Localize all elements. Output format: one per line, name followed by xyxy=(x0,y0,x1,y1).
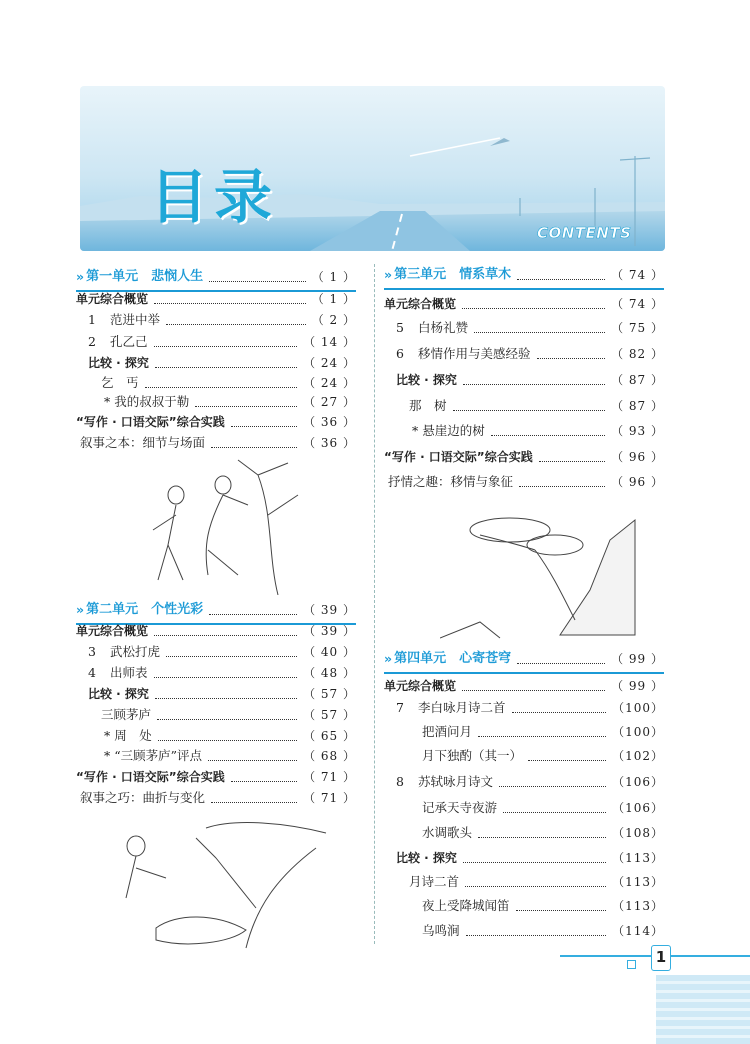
toc-entry-number: 3 xyxy=(88,644,96,659)
toc-entry-page: （ 1 ） xyxy=(311,270,356,284)
toc-entry-page: （100） xyxy=(612,701,664,715)
leader-dots xyxy=(231,772,297,782)
leader-dots xyxy=(154,294,306,304)
toc-entry-label: 乌鸣涧 xyxy=(422,923,460,938)
toc-entry-page: （ 40 ） xyxy=(303,645,356,659)
toc-entry[interactable] xyxy=(422,920,664,942)
leader-dots xyxy=(517,270,605,280)
toc-entry[interactable] xyxy=(101,704,356,726)
toc-entry-page: （114） xyxy=(612,924,664,938)
leader-dots xyxy=(474,323,605,333)
toc-entry-page: （102） xyxy=(612,749,664,763)
toc-entry-page: （ 36 ） xyxy=(303,415,356,429)
toc-entry-page: （ 74 ） xyxy=(611,268,664,282)
toc-entry[interactable] xyxy=(80,432,356,454)
toc-entry-label: 比较 · 探究 xyxy=(88,356,149,370)
toc-entry-page: （ 14 ） xyxy=(303,335,356,349)
page-title: 目录 xyxy=(150,163,279,231)
toc-entry-label: 孔乙己 xyxy=(110,334,148,349)
toc-entry-page: （ 39 ） xyxy=(303,603,356,617)
toc-entry[interactable] xyxy=(388,471,664,493)
toc-entry[interactable] xyxy=(422,797,664,819)
toc-entry-page: （113） xyxy=(612,875,664,889)
double-chevron-icon: » xyxy=(76,269,85,284)
leader-dots xyxy=(478,727,606,737)
toc-entry-label: 范进中举 xyxy=(110,312,161,327)
toc-entry[interactable] xyxy=(76,288,356,310)
toc-entry-page: （ 87 ） xyxy=(611,373,664,387)
toc-entry-label: 比较 · 探究 xyxy=(396,373,457,387)
double-chevron-icon: » xyxy=(384,267,393,282)
toc-entry-label: * “三顾茅庐”评点 xyxy=(104,748,203,763)
toc-entry-page: （108） xyxy=(612,826,664,840)
double-chevron-icon: » xyxy=(384,651,393,666)
toc-entry-page: （ 2 ） xyxy=(311,313,356,327)
leader-dots xyxy=(539,452,605,462)
footer-decoration xyxy=(656,975,750,1044)
toc-entry-label: 第四单元 心寄苍穹 xyxy=(394,651,512,666)
leader-dots xyxy=(154,337,298,347)
page-marker xyxy=(627,960,636,969)
toc-entry-page: （ 68 ） xyxy=(303,749,356,763)
leader-dots xyxy=(155,689,297,699)
toc-entry-label: 李白咏月诗二首 xyxy=(418,700,506,715)
toc-entry-page: （ 99 ） xyxy=(611,652,664,666)
toc-entry-page: （106） xyxy=(612,801,664,815)
illustration-figures xyxy=(138,455,308,599)
toc-entry[interactable] xyxy=(396,369,664,391)
toc-entry-page: （ 24 ） xyxy=(303,356,356,370)
toc-entry-page: （ 99 ） xyxy=(611,679,664,693)
toc-entry[interactable] xyxy=(384,675,664,697)
toc-entry-page: （ 57 ） xyxy=(303,687,356,701)
toc-entry-label: 苏轼咏月诗文 xyxy=(418,774,494,789)
toc-entry-page: （ 71 ） xyxy=(303,791,356,805)
toc-entry-label: 叙事之巧：曲折与变化 xyxy=(80,790,206,805)
toc-entry[interactable] xyxy=(88,309,356,331)
toc-entry-label: * 我的叔叔于勒 xyxy=(104,394,190,409)
toc-entry-number: 5 xyxy=(396,320,404,335)
toc-entry[interactable] xyxy=(76,411,356,433)
illustration-tree xyxy=(440,510,640,644)
toc-entry-page: （ 74 ） xyxy=(611,297,664,311)
leader-dots xyxy=(231,417,297,427)
toc-entry-page: （106） xyxy=(612,775,664,789)
toc-entry-page: （ 27 ） xyxy=(303,395,356,409)
toc-entry-page: （ 96 ） xyxy=(611,475,664,489)
toc-entry-number: 2 xyxy=(88,334,96,349)
toc-entry-label: 月诗二首 xyxy=(409,874,460,889)
leader-dots xyxy=(463,375,605,385)
leader-dots xyxy=(503,803,606,813)
toc-entry-label: * 周 处 xyxy=(104,728,152,743)
toc-entry[interactable] xyxy=(422,895,664,917)
toc-entry[interactable] xyxy=(422,721,664,743)
toc-entry[interactable] xyxy=(412,420,664,442)
toc-entry-page: （ 1 ） xyxy=(311,292,356,306)
toc-entry-page: （ 39 ） xyxy=(303,624,356,638)
toc-entry-label: 第二单元 个性光彩 xyxy=(86,602,204,617)
leader-dots xyxy=(465,877,606,887)
toc-entry-number: 7 xyxy=(396,700,404,715)
toc-entry[interactable] xyxy=(409,395,664,417)
toc-entry[interactable] xyxy=(396,317,664,339)
leader-dots xyxy=(209,605,297,615)
toc-entry-page: （ 87 ） xyxy=(611,399,664,413)
unit-underline xyxy=(384,288,664,290)
toc-entry[interactable] xyxy=(80,787,356,809)
leader-dots xyxy=(453,401,606,411)
toc-entry-page: （ 48 ） xyxy=(303,666,356,680)
leader-dots xyxy=(463,853,606,863)
toc-entry-number: 8 xyxy=(396,774,404,789)
toc-entry[interactable] xyxy=(396,343,664,365)
leader-dots xyxy=(517,654,605,664)
toc-entry-label: 白杨礼赞 xyxy=(418,320,469,335)
leader-dots xyxy=(166,315,306,325)
leader-dots xyxy=(211,438,297,448)
toc-entry[interactable] xyxy=(76,620,356,642)
toc-entry-page: （113） xyxy=(612,851,664,865)
toc-entry-label: 水调歌头 xyxy=(422,825,473,840)
leader-dots xyxy=(208,751,297,761)
leader-dots xyxy=(462,681,605,691)
column-divider xyxy=(374,264,375,944)
leader-dots xyxy=(537,349,606,359)
toc-entry-label: 第一单元 悲悯人生 xyxy=(86,269,204,284)
toc-entry-label: 武松打虎 xyxy=(110,644,161,659)
toc-entry[interactable] xyxy=(384,446,664,468)
toc-entry-label: 月下独酌（其一） xyxy=(422,748,523,763)
toc-entry-page: （ 65 ） xyxy=(303,729,356,743)
toc-entry-page: （113） xyxy=(612,899,664,913)
toc-entry-label: 比较 · 探究 xyxy=(88,687,149,701)
toc-entry[interactable] xyxy=(104,745,356,767)
leader-dots xyxy=(154,626,297,636)
leader-dots xyxy=(154,668,298,678)
toc-entry[interactable] xyxy=(88,662,356,684)
leader-dots xyxy=(528,751,606,761)
toc-entry[interactable] xyxy=(88,641,356,663)
toc-entry[interactable] xyxy=(396,697,664,719)
toc-entry-page: （ 71 ） xyxy=(303,770,356,784)
toc-entry-label: 出师表 xyxy=(110,665,148,680)
toc-entry-page: （ 96 ） xyxy=(611,450,664,464)
contents-label: CONTENTS xyxy=(537,224,632,242)
leader-dots xyxy=(209,272,306,282)
double-chevron-icon: » xyxy=(76,602,85,617)
leader-dots xyxy=(478,828,606,838)
toc-entry-label: 比较 · 探究 xyxy=(396,851,457,865)
toc-entry-number: 1 xyxy=(88,312,96,327)
toc-entry[interactable] xyxy=(88,331,356,353)
toc-entry[interactable] xyxy=(76,266,356,288)
toc-entry-label: 移情作用与美感经验 xyxy=(418,346,531,361)
leader-dots xyxy=(211,793,297,803)
leader-dots xyxy=(195,397,297,407)
toc-entry-label: 夜上受降城闻笛 xyxy=(422,898,510,913)
toc-entry-label: 那 树 xyxy=(409,398,447,413)
leader-dots xyxy=(158,731,297,741)
toc-entry[interactable] xyxy=(384,264,664,286)
toc-entry[interactable] xyxy=(384,293,664,315)
leader-dots xyxy=(155,358,297,368)
toc-entry-page: （ 24 ） xyxy=(303,376,356,390)
leader-dots xyxy=(145,378,298,388)
leader-dots xyxy=(519,477,605,487)
toc-entry-page: （ 82 ） xyxy=(611,347,664,361)
toc-entry[interactable] xyxy=(76,599,356,621)
toc-entry-page: （ 93 ） xyxy=(611,424,664,438)
toc-entry-label: 单元综合概览 xyxy=(384,679,457,693)
leader-dots xyxy=(466,926,607,936)
toc-entry-label: 第三单元 情系草木 xyxy=(394,267,512,282)
toc-entry[interactable] xyxy=(104,391,356,413)
toc-entry[interactable] xyxy=(409,871,664,893)
toc-entry-label: 抒情之趣：移情与象征 xyxy=(388,474,514,489)
toc-entry[interactable] xyxy=(88,352,356,374)
leader-dots xyxy=(166,647,297,657)
toc-entry-label: 单元综合概览 xyxy=(384,297,457,311)
toc-entry-label: 记承天寺夜游 xyxy=(422,800,498,815)
page-number: 1 xyxy=(651,945,671,971)
toc-entry-label: “写作 · 口语交际”综合实践 xyxy=(76,415,225,429)
toc-entry-number: 4 xyxy=(88,665,96,680)
toc-entry-label: 单元综合概览 xyxy=(76,292,149,306)
toc-entry[interactable] xyxy=(422,745,664,767)
toc-entry-label: “写作 · 口语交际”综合实践 xyxy=(384,450,533,464)
toc-entry-label: 单元综合概览 xyxy=(76,624,149,638)
leader-dots xyxy=(157,710,297,720)
toc-entry[interactable] xyxy=(396,771,664,793)
toc-entry[interactable] xyxy=(422,822,664,844)
toc-entry[interactable] xyxy=(104,725,356,747)
leader-dots xyxy=(512,703,607,713)
toc-entry-number: 6 xyxy=(396,346,404,361)
toc-entry[interactable] xyxy=(384,648,664,670)
toc-entry-label: “写作 · 口语交际”综合实践 xyxy=(76,770,225,784)
toc-entry-label: 叙事之本：细节与场面 xyxy=(80,435,206,450)
leader-dots xyxy=(499,777,606,787)
leader-dots xyxy=(516,901,607,911)
toc-entry[interactable] xyxy=(76,766,356,788)
toc-entry-page: （ 57 ） xyxy=(303,708,356,722)
toc-entry-label: 乞 丐 xyxy=(101,375,139,390)
unit-underline xyxy=(384,672,664,674)
toc-entry-page: （100） xyxy=(612,725,664,739)
illustration-tiger xyxy=(96,818,336,962)
toc-entry-label: 把酒问月 xyxy=(422,724,473,739)
toc-entry-page: （ 36 ） xyxy=(303,436,356,450)
leader-dots xyxy=(462,299,605,309)
toc-entry-page: （ 75 ） xyxy=(611,321,664,335)
toc-entry[interactable] xyxy=(88,683,356,705)
toc-entry[interactable] xyxy=(396,847,664,869)
leader-dots xyxy=(491,426,605,436)
toc-entry-label: 三顾茅庐 xyxy=(101,707,152,722)
toc-entry-label: * 悬崖边的树 xyxy=(412,423,485,438)
